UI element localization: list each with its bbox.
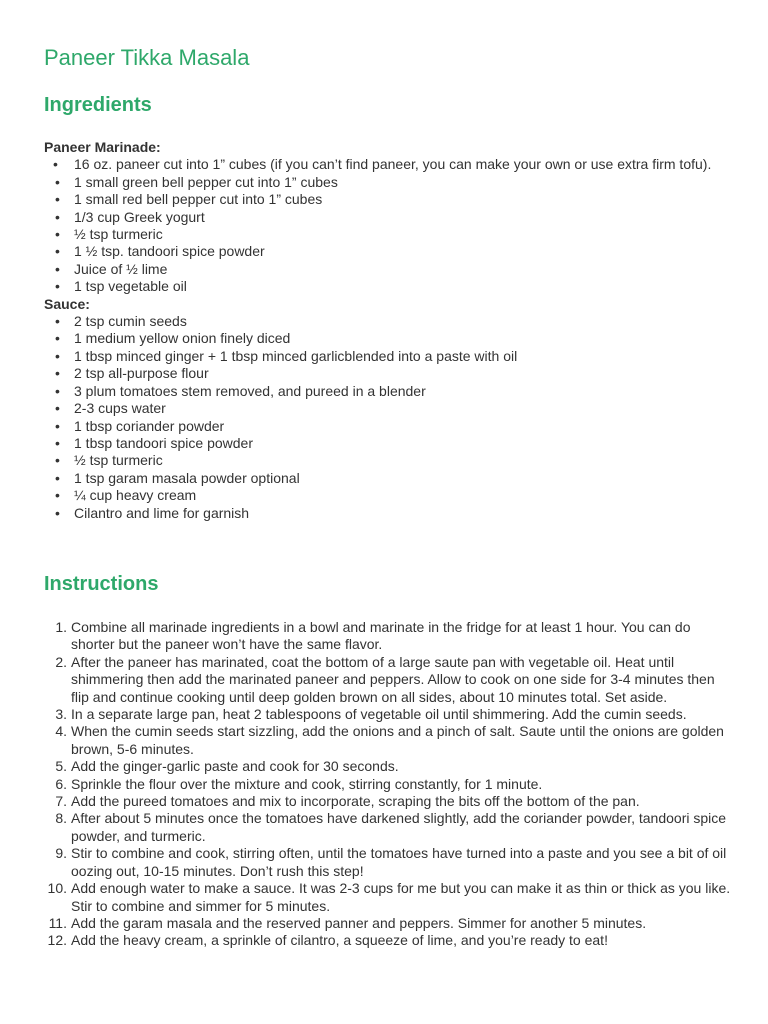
instruction-step: 10. Add enough water to make a sauce. It was 2-3 cups for me but you can make it as thin or thick as you like. Stir to combine and simmer for 5 minutes. (71, 880, 734, 915)
marinade-ingredient: • 1 tsp vegetable oil (74, 278, 734, 295)
sauce-ingredient: • ½ tsp turmeric (74, 452, 734, 469)
sauce-ingredient: • 1 medium yellow onion finely diced (74, 330, 734, 347)
instruction-step: 11. Add the garam masala and the reserved panner and peppers. Simmer for another 5 minutes. (71, 915, 734, 932)
marinade-ingredient: • 1 small red bell pepper cut into 1” cubes (74, 191, 734, 208)
sauce-ingredient: • 1 tbsp minced ginger + 1 tbsp minced garlicblended into a paste with oil (74, 348, 734, 365)
instruction-step: 4. When the cumin seeds start sizzling, add the onions and a pinch of salt. Saute until the onions are golden brown, 5-6 minutes. (71, 723, 734, 758)
instructions-heading: Instructions (44, 573, 159, 595)
instructions-list (44, 619, 734, 950)
sauce-ingredient: • 2-3 cups water (74, 400, 734, 417)
instructions-section (44, 619, 734, 950)
instruction-step: 6. Sprinkle the flour over the mixture and cook, stirring constantly, for 1 minute. (71, 776, 734, 793)
marinade-list (44, 156, 734, 295)
marinade-ingredient: • 16 oz. paneer cut into 1” cubes (if you can’t find paneer, you can make your own or use extra firm tofu). (53, 156, 734, 173)
sauce-ingredient: • 3 plum tomatoes stem removed, and pureed in a blender (74, 383, 734, 400)
sauce-label: Sauce: (44, 295, 90, 312)
sauce-ingredient: • ¼ cup heavy cream (74, 487, 734, 504)
marinade-ingredient: • Juice of ½ lime (74, 261, 734, 278)
instruction-step: 3. In a separate large pan, heat 2 tablespoons of vegetable oil until shimmering. Add the cumin seeds. (71, 706, 734, 723)
instruction-step: 5. Add the ginger-garlic paste and cook for 30 seconds. (71, 758, 734, 775)
marinade-ingredient: • 1/3 cup Greek yogurt (74, 209, 734, 226)
sauce-ingredient: • 1 tbsp tandoori spice powder (74, 435, 734, 452)
sauce-ingredient: • 2 tsp cumin seeds (74, 313, 734, 330)
instruction-step: 9. Stir to combine and cook, stirring often, until the tomatoes have turned into a paste and you see a bit of oil oozing out, 10-15 minutes. Don’t rush this step! (71, 845, 734, 880)
instruction-step: 1. Combine all marinade ingredients in a bowl and marinate in the fridge for at least 1 hour. You can do shorter but the paneer won’t have the same flavor. (71, 619, 734, 654)
marinade-ingredient: • 1 small green bell pepper cut into 1” cubes (74, 174, 734, 191)
ingredients-heading: Ingredients (44, 94, 152, 116)
instruction-step: 8. After about 5 minutes once the tomatoes have darkened slightly, add the coriander powder, tandoori spice powder, and turmeric. (71, 810, 734, 845)
sauce-ingredient: • 1 tbsp coriander powder (74, 418, 734, 435)
marinade-label: Paneer Marinade: (44, 139, 161, 155)
recipe-title: Paneer Tikka Masala (44, 45, 250, 70)
sauce-list (44, 313, 734, 522)
sauce-ingredient: • 1 tsp garam masala powder optional (74, 470, 734, 487)
ingredients-section (44, 139, 734, 522)
marinade-ingredient: • ½ tsp turmeric (74, 226, 734, 243)
marinade-ingredient: • 1 ½ tsp. tandoori spice powder (74, 243, 734, 260)
instruction-step: 2. After the paneer has marinated, coat the bottom of a large saute pan with vegetable oil. Heat until shimmering then add the marinated paneer and peppers. Allow to cook on one side for 3-4 minutes then flip and continue cooking until deep golden brown on all sides, about 10 minutes total. Set aside. (71, 654, 734, 706)
sauce-ingredient: • Cilantro and lime for garnish (74, 505, 734, 522)
instruction-step: 12. Add the heavy cream, a sprinkle of cilantro, a squeeze of lime, and you’re ready to eat! (71, 932, 734, 949)
instruction-step: 7. Add the pureed tomatoes and mix to incorporate, scraping the bits off the bottom of the pan. (71, 793, 734, 810)
sauce-ingredient: • 2 tsp all-purpose flour (74, 365, 734, 382)
